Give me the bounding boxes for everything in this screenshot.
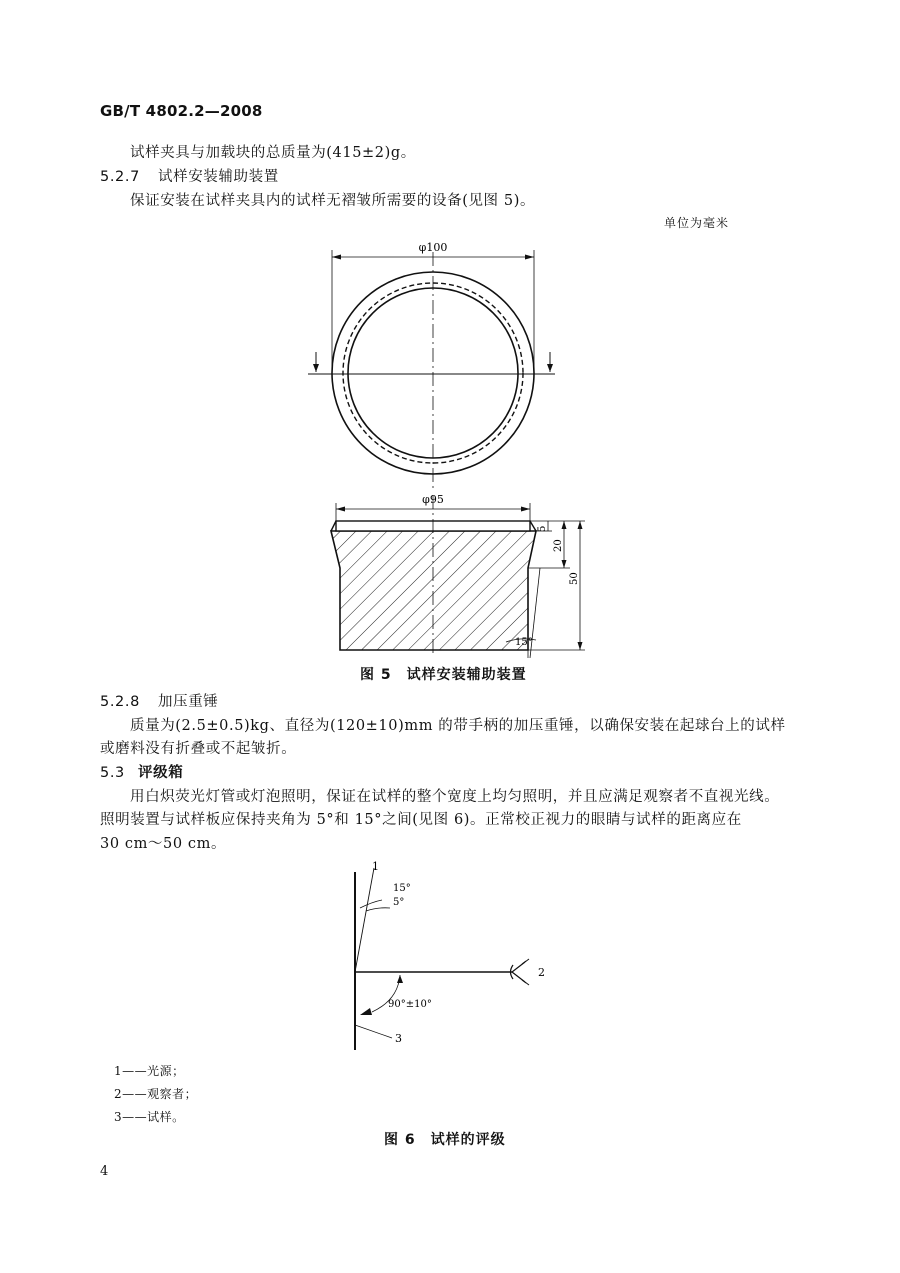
section-view [331,493,585,658]
section-number: 5.3 [100,765,125,781]
light-source-line [355,868,374,972]
section-5-2-8-heading [100,690,218,711]
angle-5-arc [366,908,390,911]
dimension-50-label: 50 [569,572,580,585]
figure6-angle-90: 90°±10° [388,999,432,1010]
figure6-angle-15: 15° [393,883,411,894]
section-title: 评级箱 [138,765,184,781]
figure6-angle-5: 5° [393,897,405,908]
section-title: 试样安装辅助装置 [158,169,279,185]
top-view [308,241,555,490]
dimension-20-label: 20 [553,539,564,552]
figure6-label-2: 2 [538,966,545,979]
section-number: 5.2.7 [100,169,140,185]
figure-6-caption: 图 6 试样的评级 [384,1132,506,1148]
page-number: 4 [100,1164,109,1179]
standard-code: GB/T 4802.2—2008 [100,102,263,120]
figure6-legend-item-2: 2——观察者； [114,1087,198,1101]
paragraph-fixture-mass: 试样夹具与加载块的总质量为(415±2)g。 [130,145,416,161]
section-5-3-line3: 30 cm～50 cm。 [100,836,227,852]
figure6-label-1: 1 [372,860,379,873]
section-5-2-8-body-line2: 或磨料没有折叠或不起皱折。 [100,741,297,757]
leader-3 [355,1025,392,1038]
section-number: 5.2.8 [100,694,140,710]
section-title: 加压重锤 [158,694,219,710]
unit-note: 单位为毫米 [664,216,730,230]
eye-icon [512,962,525,982]
figure-5-caption: 图 5 试样安装辅助装置 [360,667,527,683]
figure6-label-3: 3 [395,1032,402,1045]
section-5-3-line1: 用白炽荧光灯管或灯泡照明，保证在试样的整个宽度上均匀照明，并且应满足观察者不直视光线。 [130,789,780,805]
dimension-15-label: 15° [515,637,533,648]
dimension-phi100-label: φ100 [418,241,448,254]
section-5-2-7-body: 保证安装在试样夹具内的试样无褶皱所需要的设备(见图 5)。 [130,193,536,209]
section-5-3-line2: 照明装置与试样板应保持夹角为 5°和 15°之间(见图 6)。正常校正视力的眼睛与试样的距离应在 [100,812,742,828]
figure6-legend-item-1: 1——光源； [114,1064,185,1078]
section-5-2-8-body-line1: 质量为(2.5±0.5)kg、直径为(120±10)mm 的带手柄的加压重锤，以确保安装在起球台上的试样 [130,718,786,734]
figure-6-drawing [300,850,580,1050]
hatched-body [331,531,536,650]
angle-15-arc [360,900,382,908]
figure6-legend-item-3: 3——试样。 [114,1110,185,1124]
dimension-5-label: 5 [537,525,548,532]
section-5-3-heading [100,761,183,782]
dimension-phi95-label: φ95 [422,493,444,506]
